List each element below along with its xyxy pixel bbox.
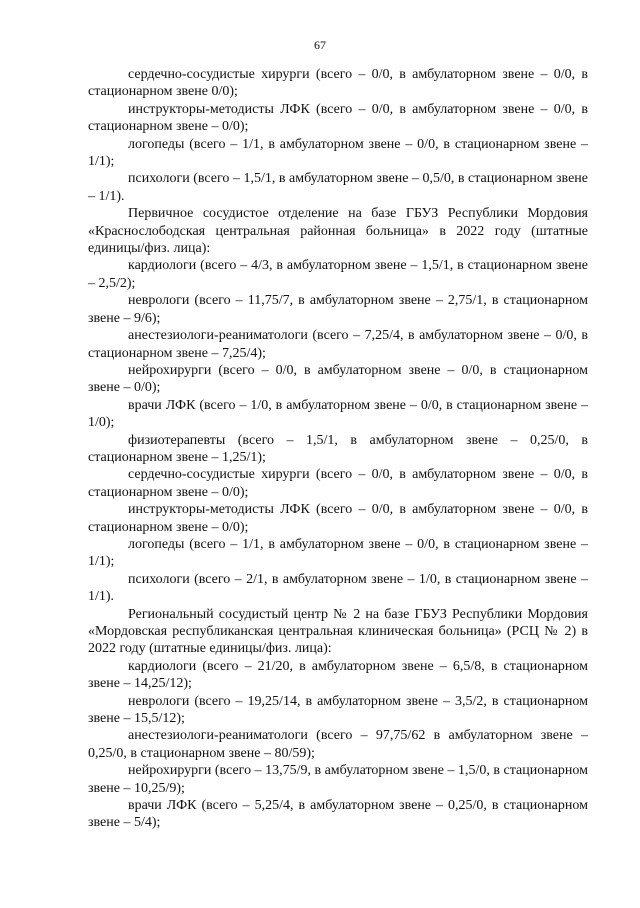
paragraph: нейрохирурги (всего – 0/0, в амбулаторном звене – 0/0, в стационарном звене – 0/0); — [88, 362, 588, 396]
paragraph: сердечно-сосудистые хирурги (всего – 0/0, в амбулаторном звене – 0/0, в стационарном звене – 0/0); — [88, 467, 588, 500]
paragraph: нейрохирурги (всего – 13,75/9, в амбулаторном звене – 1,5/0, в стационарном звене – 10,25/9); — [88, 763, 588, 796]
paragraph: инструкторы-методисты ЛФК (всего – 0/0, в амбулаторном звене – 0/0, в стационарном звене – 0/0); — [88, 502, 588, 535]
paragraph: психологи (всего – 2/1, в амбулаторном звене – 1/0, в стационарном звене – 1/1). — [88, 571, 588, 605]
paragraph: неврологи (всего – 11,75/7, в амбулаторном звене – 2,75/1, в стационарном звене – 9/6); — [88, 293, 588, 326]
page-number: 67 — [314, 38, 326, 52]
paragraph: логопеды (всего – 1/1, в амбулаторном звене – 0/0, в стационарном звене – 1/1); — [88, 536, 588, 570]
paragraph: врачи ЛФК (всего – 1/0, в амбулаторном звене – 0/0, в стационарном звене – 1/0); — [88, 397, 588, 431]
paragraph: анестезиологи-реаниматологи (всего – 7,25/4, в амбулаторном звене – 0/0, в стационарном звене – 7,25/4); — [88, 328, 588, 361]
paragraph: сердечно-сосудистые хирурги (всего – 0/0, в амбулаторном звене – 0/0, в стационарном звене 0/0); — [88, 67, 588, 100]
section-heading-paragraph: Региональный сосудистый центр № 2 на базе ГБУЗ Республики Мордовия «Мордовская республиканская центральная клиническая больница» (РСЦ № 2) в 2022 году (штатные единицы/физ. лица): — [88, 606, 588, 657]
paragraph: неврологи (всего – 19,25/14, в амбулаторном звене – 3,5/2, в стационарном звене – 15,5/12); — [88, 693, 588, 727]
paragraph: кардиологи (всего – 4/3, в амбулаторном звене – 1,5/1, в стационарном звене – 2,5/2); — [88, 258, 588, 291]
document-body — [88, 66, 588, 832]
paragraph: инструкторы-методисты ЛФК (всего – 0/0, в амбулаторном звене – 0/0, в стационарном звене – 0/0); — [88, 101, 588, 135]
section-heading-paragraph: Первичное сосудистое отделение на базе ГБУЗ Республики Мордовия «Краснослободская центральная районная больница» в 2022 году (штатные единицы/физ. лица): — [88, 206, 588, 257]
paragraph: анестезиологи-реаниматологи (всего – 97,75/62 в амбулаторном звене – 0,25/0, в стационарном звене – 80/59); — [88, 728, 588, 761]
paragraph: врачи ЛФК (всего – 5,25/4, в амбулаторном звене – 0,25/0, в стационарном звене – 5/4); — [88, 798, 588, 831]
paragraph: кардиологи (всего – 21/20, в амбулаторном звене – 6,5/8, в стационарном звене – 14,25/12); — [88, 658, 588, 692]
paragraph: психологи (всего – 1,5/1, в амбулаторном звене – 0,5/0, в стационарном звене – 1/1). — [88, 171, 588, 204]
paragraph: логопеды (всего – 1/1, в амбулаторном звене – 0/0, в стационарном звене – 1/1); — [88, 136, 588, 170]
paragraph: физиотерапевты (всего – 1,5/1, в амбулаторном звене – 0,25/0, в стационарном звене – 1,25/1); — [88, 432, 588, 465]
